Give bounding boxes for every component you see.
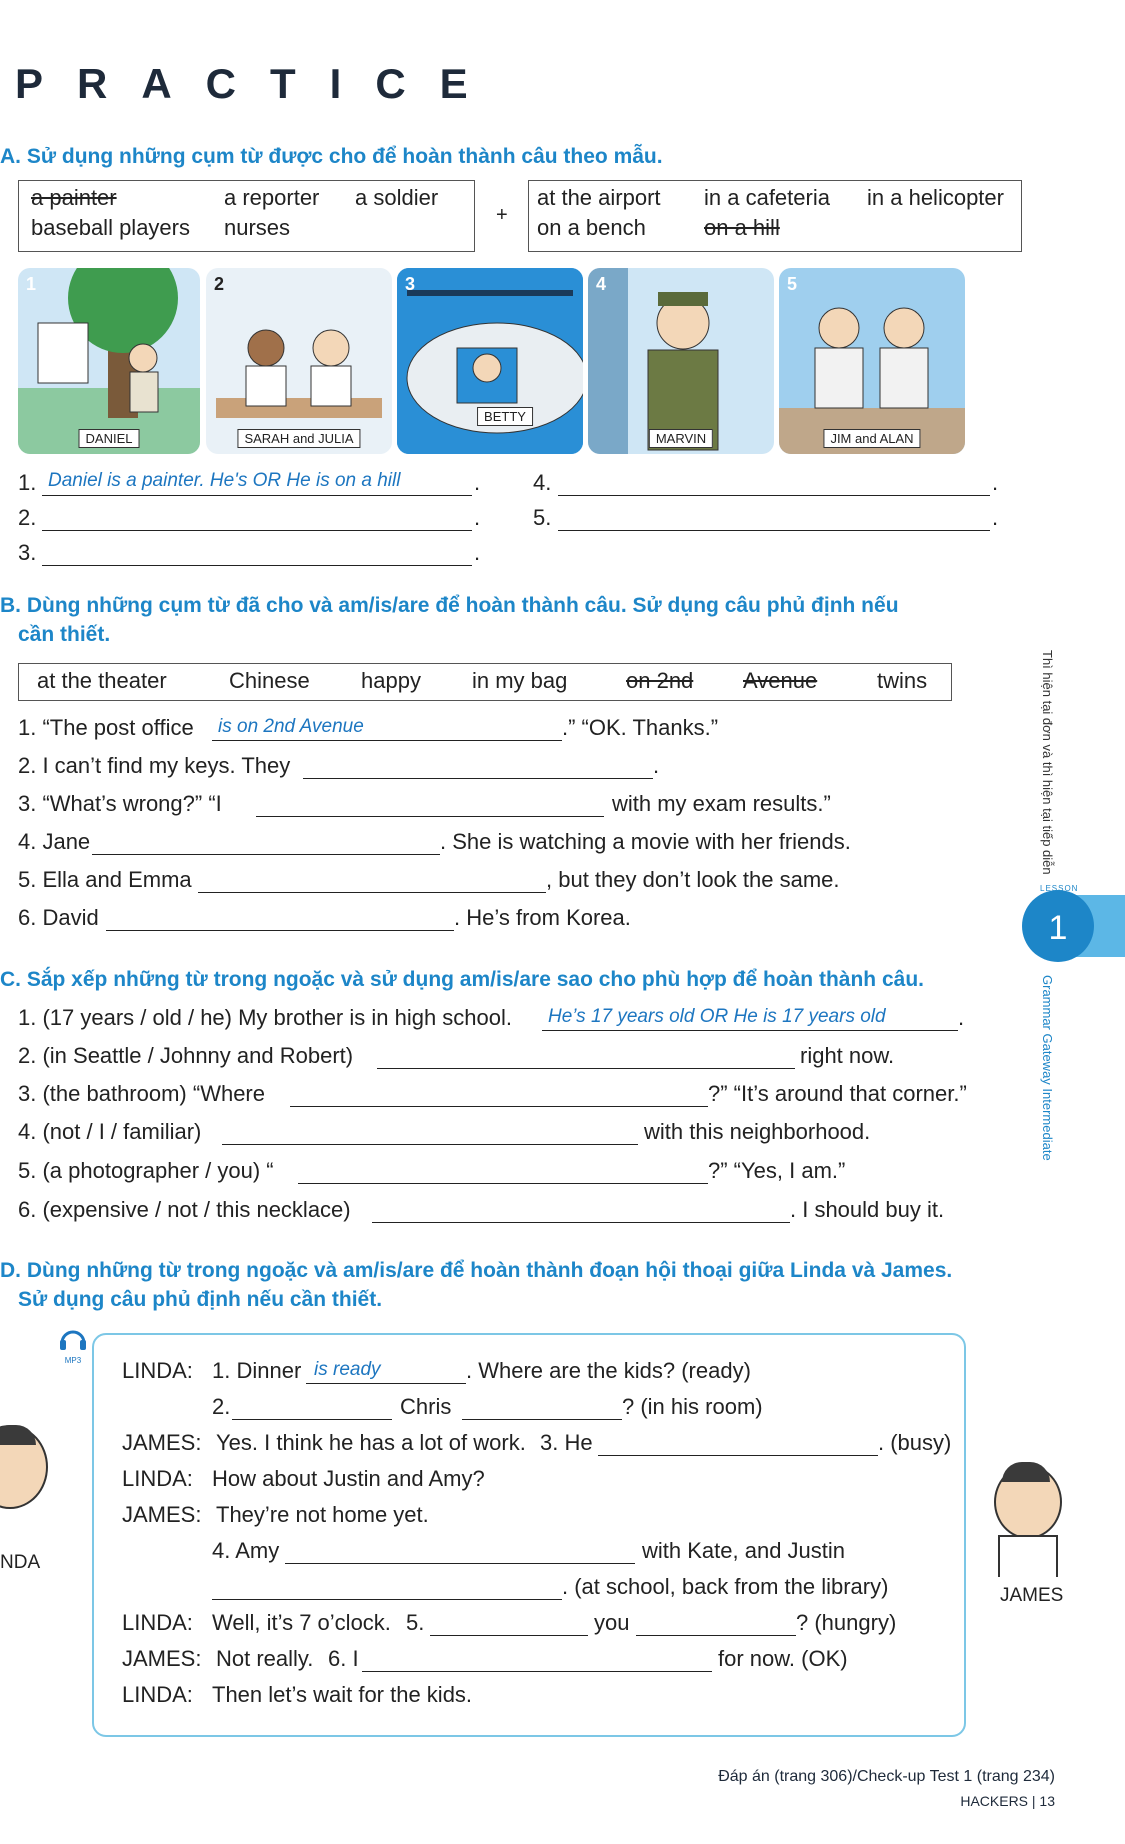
nurses-illustration — [206, 268, 392, 454]
dialogue-line-8-end: ? (hungry) — [796, 1610, 897, 1635]
section-d-heading-cont: Sử dụng câu phủ định nếu cần thiết. — [18, 1288, 383, 1311]
word-box-occupations — [18, 180, 475, 252]
item-number: 2. — [18, 505, 37, 530]
question-c6-end: . I should buy it. — [790, 1197, 945, 1222]
answer-line[interactable] — [542, 1030, 958, 1031]
dialogue-line-6-end: with Kate, and Justin — [642, 1538, 846, 1563]
word-twins: twins — [877, 668, 928, 693]
answer-line[interactable] — [298, 1183, 708, 1184]
word-a-reporter: a reporter — [224, 185, 320, 210]
dialogue-line-2: 2. — [212, 1394, 231, 1419]
sidebar-book-title: Grammar Gateway Intermediate — [1040, 975, 1055, 1161]
answer-line[interactable] — [42, 495, 472, 496]
word-a-painter: a painter — [31, 185, 117, 210]
word-box-places — [528, 180, 1022, 252]
question-c2-end: right now. — [800, 1043, 895, 1068]
speaker-james: JAMES: — [122, 1646, 202, 1671]
question-c2: 2. (in Seattle / Johnny and Robert) — [18, 1043, 354, 1068]
dialogue-line-1: 1. Dinner — [212, 1358, 302, 1383]
soldier-illustration — [588, 268, 774, 454]
picture-3 — [397, 268, 583, 454]
speaker-linda: LINDA: — [122, 1466, 193, 1491]
headphones-icon[interactable] — [58, 1325, 88, 1365]
picture-4 — [588, 268, 774, 454]
footer-page-number: HACKERS | 13 — [960, 1793, 1055, 1809]
question-b3-end: with my exam results.” — [612, 791, 831, 816]
speaker-linda: LINDA: — [122, 1682, 193, 1707]
sidebar-lesson-title: Thì hiện tại đơn và thì hiện tại tiếp diễn — [1040, 650, 1055, 875]
dialogue-line-9: Not really. — [216, 1646, 314, 1671]
answer-line[interactable] — [362, 1671, 712, 1672]
item-number: 4. — [533, 470, 552, 495]
word-nurses: nurses — [224, 215, 291, 240]
word-on-a-hill: on a hill — [704, 215, 780, 240]
picture-caption: DANIEL — [79, 429, 140, 448]
james-label: JAMES — [1000, 1585, 1064, 1606]
question-c3: 3. (the bathroom) “Where — [18, 1081, 265, 1106]
picture-number: 3 — [405, 274, 416, 294]
question-b2: 2. I can’t find my keys. They — [18, 753, 291, 778]
answer-line[interactable] — [598, 1455, 878, 1456]
question-c3-end: ?” “It’s around that corner.” — [708, 1081, 967, 1106]
dialogue-line-8-mid: you — [594, 1610, 630, 1635]
question-c5-end: ?” “Yes, I am.” — [708, 1158, 846, 1183]
mp3-label: MP3 — [64, 1356, 82, 1365]
helicopter-illustration — [397, 268, 583, 454]
question-b5-end: , but they don’t look the same. — [546, 867, 840, 892]
answer-line[interactable] — [558, 495, 990, 496]
answer-line[interactable] — [232, 1419, 392, 1420]
example-answer: is on 2nd Avenue — [218, 716, 364, 737]
dialogue-line-5: They’re not home yet. — [216, 1502, 429, 1527]
dialogue-line-2-end: ? (in his room) — [622, 1394, 763, 1419]
answer-line[interactable] — [558, 530, 990, 531]
period: . — [992, 505, 999, 530]
speaker-james: JAMES: — [122, 1430, 202, 1455]
item-number: 1. — [18, 470, 37, 495]
section-b-heading-cont: cần thiết. — [18, 623, 111, 646]
word-avenue: Avenue — [743, 668, 818, 693]
period: . — [992, 470, 999, 495]
baseball-players-illustration — [779, 268, 965, 454]
answer-line[interactable] — [290, 1106, 708, 1107]
dialogue-line-9-num: 6. I — [328, 1646, 359, 1671]
plus-sign: + — [496, 204, 508, 226]
word-at-the-airport: at the airport — [537, 185, 661, 210]
word-in-my-bag: in my bag — [472, 668, 568, 693]
question-b4: 4. Jane — [18, 829, 91, 854]
dialogue-line-3: Yes. I think he has a lot of work. — [216, 1430, 526, 1455]
question-b4-end: . She is watching a movie with her friends. — [440, 829, 851, 854]
example-answer: Daniel is a painter. He's OR He is on a hill — [48, 470, 401, 491]
painter-illustration — [18, 268, 200, 454]
picture-caption: MARVIN — [649, 429, 713, 448]
word-on-2nd: on 2nd — [626, 668, 694, 693]
james-hair — [1002, 1462, 1050, 1482]
dialogue-line-1-end: . Where are the kids? (ready) — [466, 1358, 751, 1383]
speaker-linda: LINDA: — [122, 1610, 193, 1635]
example-answer: He’s 17 years old OR He is 17 years old — [548, 1006, 886, 1027]
page-title: PRACTICE — [15, 60, 502, 107]
question-c4-end: with this neighborhood. — [644, 1119, 871, 1144]
question-c6: 6. (expensive / not / this necklace) — [18, 1197, 351, 1222]
picture-number: 2 — [214, 274, 225, 294]
question-b2-end: . — [653, 753, 660, 778]
word-chinese: Chinese — [229, 668, 310, 693]
word-box-b — [18, 663, 952, 701]
answer-line[interactable] — [92, 854, 440, 855]
question-b3: 3. “What’s wrong?” “I — [18, 791, 222, 816]
dialogue-line-8: Well, it’s 7 o’clock. — [212, 1610, 391, 1635]
picture-number: 4 — [596, 274, 607, 294]
answer-line[interactable] — [212, 1599, 562, 1600]
lesson-number: 1 — [1048, 909, 1068, 947]
answer-line[interactable] — [42, 565, 472, 566]
answer-line[interactable] — [106, 930, 454, 931]
footer-answer-ref: Đáp án (trang 306)/Check-up Test 1 (trang 234) — [718, 1768, 1055, 1785]
picture-caption: JIM and ALAN — [823, 429, 920, 448]
question-c5: 5. (a photographer / you) “ — [18, 1158, 274, 1183]
picture-number: 1 — [26, 274, 37, 294]
answer-line[interactable] — [222, 1144, 638, 1145]
answer-line[interactable] — [462, 1419, 622, 1420]
dialogue-line-2-mid: Chris — [400, 1394, 452, 1419]
speaker-james: JAMES: — [122, 1502, 202, 1527]
lesson-label: LESSON — [1040, 884, 1079, 893]
picture-1 — [18, 268, 200, 454]
word-baseball-players: baseball players — [31, 215, 190, 240]
section-b-heading: B. Dùng những cụm từ đã cho và am/is/are để hoàn thành câu. Sử dụng câu phủ định nếu — [0, 594, 899, 617]
period: . — [474, 470, 481, 495]
picture-5 — [779, 268, 965, 454]
dialogue-line-9-end: for now. (OK) — [718, 1646, 848, 1671]
answer-line[interactable] — [256, 816, 604, 817]
question-b1-end: .” “OK. Thanks.” — [562, 715, 719, 740]
dialogue-line-7: . (at school, back from the library) — [562, 1574, 889, 1599]
james-shirt — [998, 1535, 1058, 1577]
answer-line[interactable] — [372, 1222, 790, 1223]
dialogue-line-8-num: 5. — [406, 1610, 425, 1635]
example-answer: is ready — [314, 1359, 381, 1380]
period: . — [474, 540, 481, 565]
word-at-the-theater: at the theater — [37, 668, 167, 693]
question-b1: 1. “The post office — [18, 715, 194, 740]
answer-line[interactable] — [377, 1068, 795, 1069]
word-happy: happy — [361, 668, 421, 693]
answer-line[interactable] — [306, 1383, 466, 1384]
word-in-a-cafeteria: in a cafeteria — [704, 185, 830, 210]
dialogue-line-4: How about Justin and Amy? — [212, 1466, 485, 1491]
picture-2 — [206, 268, 392, 454]
answer-line[interactable] — [430, 1635, 588, 1636]
question-c4: 4. (not / I / familiar) — [18, 1119, 202, 1144]
answer-line[interactable] — [42, 530, 472, 531]
answer-line[interactable] — [303, 778, 653, 779]
dialogue-line-10: Then let’s wait for the kids. — [212, 1682, 473, 1707]
dialogue-line-6: 4. Amy — [212, 1538, 280, 1563]
dialogue-line-3-mid: 3. He — [540, 1430, 593, 1455]
picture-number: 5 — [787, 274, 798, 294]
dialogue-line-3-end: . (busy) — [878, 1430, 952, 1455]
linda-hair — [0, 1425, 36, 1445]
question-b5: 5. Ella and Emma — [18, 867, 192, 892]
question-b6-end: . He’s from Korea. — [454, 905, 631, 930]
period: . — [474, 505, 481, 530]
word-on-a-bench: on a bench — [537, 215, 646, 240]
item-number: 3. — [18, 540, 37, 565]
word-a-soldier: a soldier — [355, 185, 439, 210]
answer-line[interactable] — [198, 892, 546, 893]
answer-line[interactable] — [212, 740, 562, 741]
section-c-heading: C. Sắp xếp những từ trong ngoặc và sử dụng am/is/are sao cho phù hợp để hoàn thành câu. — [0, 968, 924, 991]
lesson-badge — [1022, 890, 1094, 962]
answer-line[interactable] — [636, 1635, 796, 1636]
question-c1-end: . — [958, 1005, 965, 1030]
question-b6: 6. David — [18, 905, 99, 930]
answer-line[interactable] — [285, 1563, 635, 1564]
question-c1: 1. (17 years / old / he) My brother is in high school. — [18, 1005, 513, 1030]
picture-caption: BETTY — [477, 407, 533, 426]
linda-label: NDA — [0, 1552, 41, 1573]
section-d-heading: D. Dùng những từ trong ngoặc và am/is/are để hoàn thành đoạn hội thoại giữa Linda và James. — [0, 1259, 953, 1282]
speaker-linda: LINDA: — [122, 1358, 193, 1383]
word-in-a-helicopter: in a helicopter — [867, 185, 1004, 210]
section-a-heading: A. Sử dụng những cụm từ được cho để hoàn thành câu theo mẫu. — [0, 145, 663, 168]
item-number: 5. — [533, 505, 552, 530]
picture-caption: SARAH and JULIA — [237, 429, 360, 448]
